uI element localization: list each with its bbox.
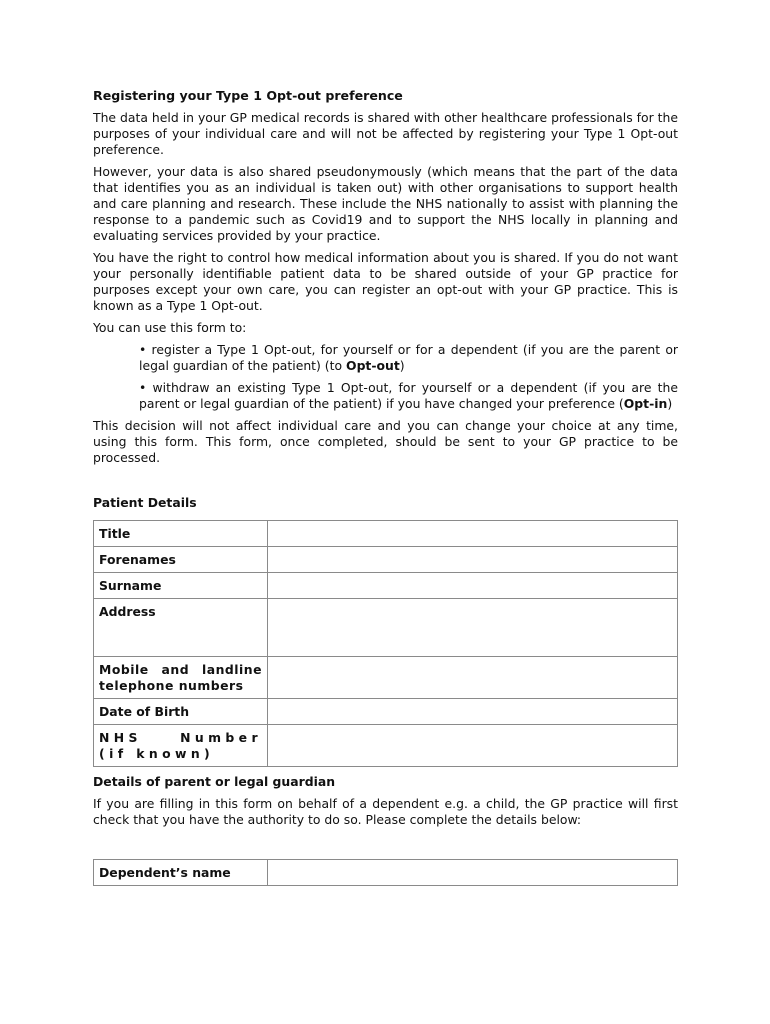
title-input[interactable] (273, 527, 672, 541)
table-row (94, 699, 678, 725)
surname-label: Surname (94, 573, 268, 599)
paragraph-decision: This decision will not affect individual care and you can change your choice at any time, using this form. This form, once completed, should be sent to your GP practice to be processed. (93, 418, 678, 465)
bullet-withdraw-bold: Opt-in (623, 396, 668, 411)
nhs-number-label: NHS Number (if known) (94, 725, 268, 767)
nhs-number-field[interactable] (268, 725, 678, 767)
table-row (94, 725, 678, 767)
patient-details-table (93, 520, 678, 767)
dob-field[interactable] (268, 699, 678, 725)
title-label: Title (94, 521, 268, 547)
forenames-field[interactable] (268, 547, 678, 573)
forenames-input[interactable] (273, 553, 672, 567)
title-field[interactable] (268, 521, 678, 547)
phone-input[interactable] (273, 663, 672, 677)
dependent-name-field[interactable] (268, 860, 678, 886)
paragraph-pseudonymous: However, your data is also shared pseudonymously (which means that the part of the data that identifies you as an individual is taken out) with other organisations to support health and care planning and research. These include the NHS nationally to assist with planning the response to a pandemic such as Covid19 and to support the NHS locally in planning and evaluating services provided by your practice. (93, 164, 678, 243)
bullet-withdraw-text: • withdraw an existing Type 1 Opt-out, for yourself or a dependent (if you are the parent or legal guardian of the patient) if you have changed your preference ( (139, 380, 678, 411)
address-field[interactable] (268, 599, 678, 657)
bullet-withdraw-end: ) (667, 396, 673, 411)
paragraph-guardian: If you are filling in this form on behalf of a dependent e.g. a child, the GP practice will first check that you have the authority to do so. Please complete the details below: (93, 796, 678, 827)
dependent-name-input[interactable] (273, 866, 672, 880)
surname-field[interactable] (268, 573, 678, 599)
paragraph-care: The data held in your GP medical records is shared with other healthcare professionals for the purposes of your individual care and will not be affected by registering your Type 1 Opt-out preference. (93, 110, 678, 157)
phone-label: Mobile and landline telephone numbers (94, 657, 268, 699)
page-heading: Registering your Type 1 Opt-out preference (93, 88, 403, 103)
table-row (94, 599, 678, 657)
table-row (94, 573, 678, 599)
dob-label: Date of Birth (94, 699, 268, 725)
table-row (94, 657, 678, 699)
bullet-register-bold: Opt-out (346, 358, 400, 373)
forenames-label: Forenames (94, 547, 268, 573)
address-label: Address (94, 599, 268, 657)
paragraph-use-form: You can use this form to: (93, 320, 247, 335)
phone-field[interactable] (268, 657, 678, 699)
table-row (94, 521, 678, 547)
table-row (94, 547, 678, 573)
guardian-details-title: Details of parent or legal guardian (93, 774, 336, 789)
dependent-name-label: Dependent’s name (94, 860, 268, 886)
surname-input[interactable] (273, 579, 672, 593)
patient-details-title: Patient Details (93, 495, 197, 510)
bullet-register-text: • register a Type 1 Opt-out, for yourself or for a dependent (if you are the parent or legal guardian of the patient) (to (139, 342, 678, 373)
dependent-table (93, 859, 678, 886)
paragraph-right-to-control: You have the right to control how medical information about you is shared. If you do not want your personally identifiable patient data to be shared outside of your GP practice for purposes except your own care, you can register an opt-out with your GP practice. This is known as a Type 1 Opt-out. (93, 250, 678, 313)
form-page (93, 88, 678, 886)
table-row (94, 860, 678, 886)
bullet-withdraw (139, 380, 678, 412)
dob-input[interactable] (273, 705, 672, 719)
address-input[interactable] (273, 605, 672, 619)
nhs-number-input[interactable] (273, 731, 672, 745)
bullet-register-end: ) (399, 358, 405, 373)
bullet-register (139, 342, 678, 374)
